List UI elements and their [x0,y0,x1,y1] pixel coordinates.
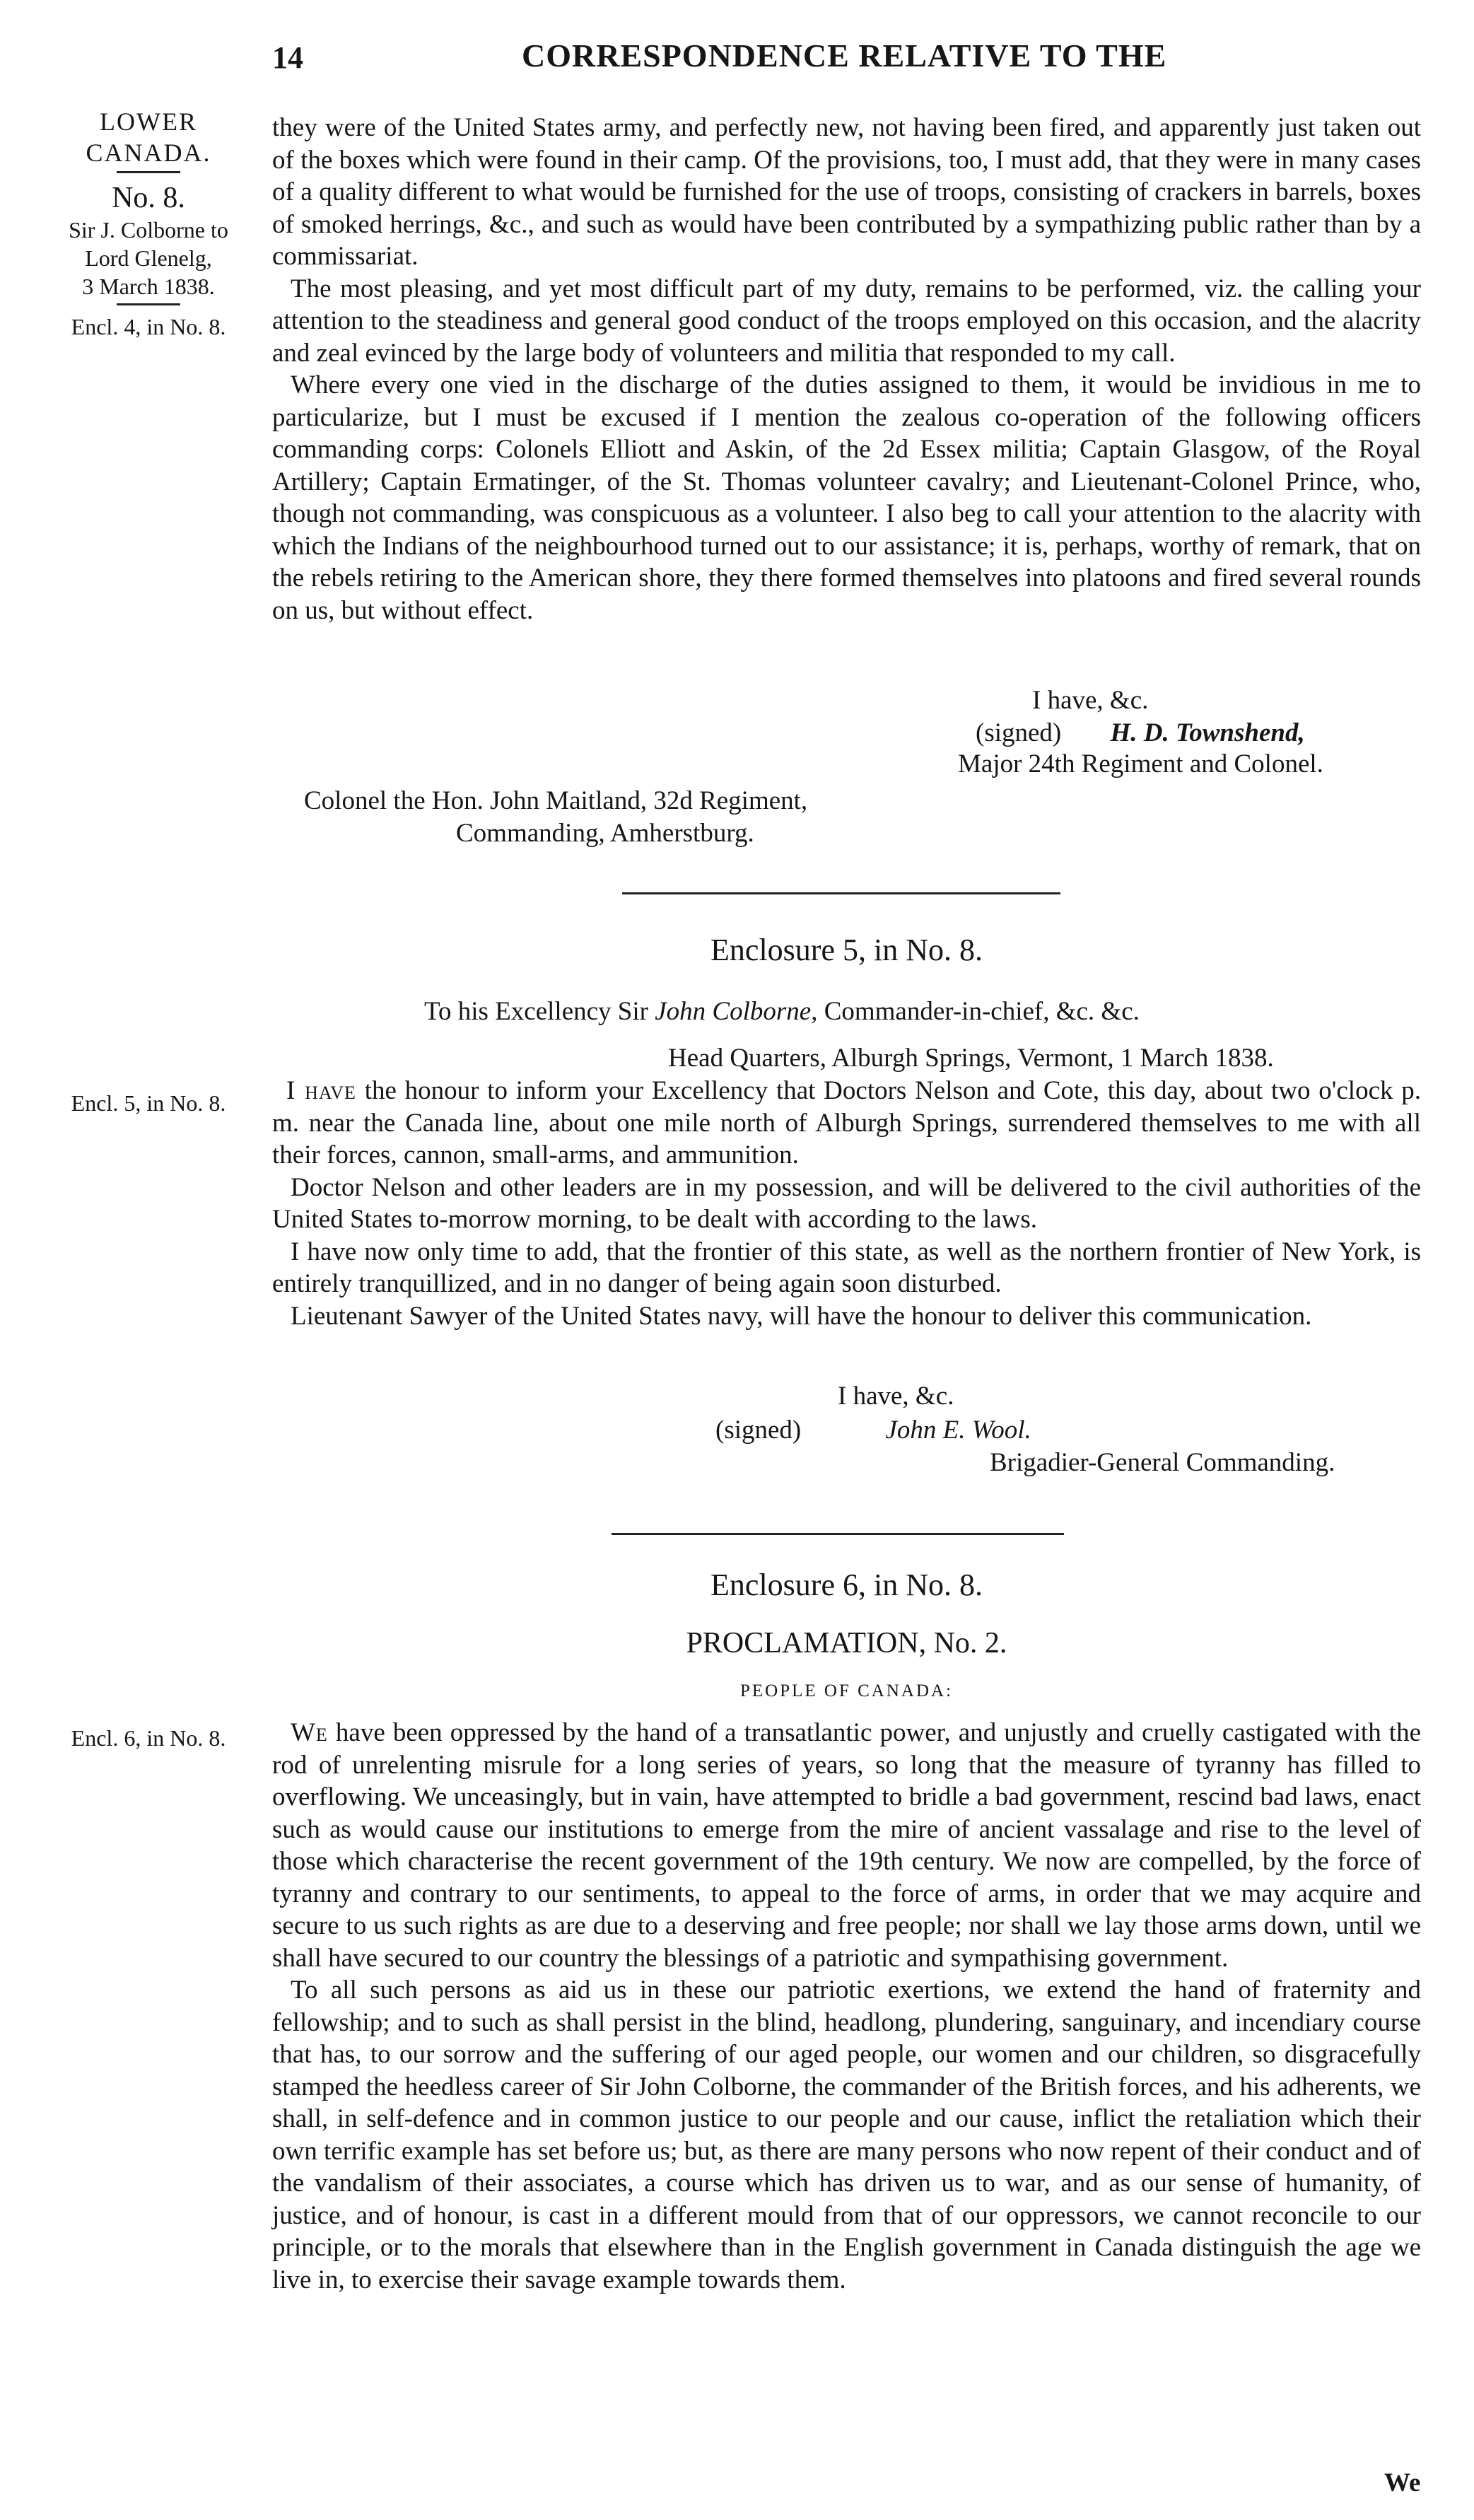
encl4-signature-line [976,717,1305,749]
encl5-to-prefix: To his Excellency Sir [424,997,655,1026]
margin-from-line: Sir J. Colborne to [69,217,228,243]
margin-rule [117,303,180,305]
encl5-paragraph: Doctor Nelson and other leaders are in my possession, and will be delivered to the civil authorities of the United States to-morrow morning, to be dealt with according to the laws. [272,1172,1421,1234]
encl5-to-suffix: Commander-in-chief, &c. &c. [817,997,1140,1026]
margin-to-line: Lord Glenelg, [85,245,212,271]
encl5-paragraph: Lieutenant Sawyer of the United States navy, will have the honour to deliver this communication. [291,1301,1312,1331]
running-title: CORRESPONDENCE RELATIVE TO THE [522,37,1167,74]
encl5-signature-line [715,1414,1031,1447]
margin-encl6-note: Encl. 6, in No. 8. [71,1725,226,1751]
encl6-paragraph-text: have been oppressed by the hand of a transatlantic power, and unjustly and cruelly castigated with the rod of unrelenting misrule for a long series of years, so long that the measure of tyranny has filled to overflowing. We unceasingly, but in vain, have attempted to bridle a bad government, rescind bad laws, enact such as would cause our institutions to emerge from the mire of ancient vassalage and rise to the level of those which characterise the recent government of the 19th century. We now are compelled, by the force of tyranny and contrary to our sentiments, to appeal to the force of arms, in order that we may acquire and secure to us such rights as are due to a deserving and free people; nor shall we lay those arms down, until we shall have secured to our country the blessings of a patriotic and sympathising government. [272,1718,1421,1973]
encl5-first-words: I have [286,1076,356,1105]
encl5-paragraph-text: the honour to inform your Excellency that Doctors Nelson and Cote, this day, about two o'clock p. m. near the Canada line, about one mile north of Alburgh Springs, surrendered themselves to me with all their forces, cannon, small-arms, and ammunition. [272,1076,1421,1169]
encl5-dateline: Head Quarters, Alburgh Springs, Vermont, 1 March 1838. [668,1044,1274,1073]
margin-province-line1: LOWER [100,107,197,136]
encl5-heading: Enclosure 5, in No. 8. [710,933,983,967]
encl4-signer-title: Major 24th Regiment and Colonel. [958,749,1323,778]
page-number: 14 [272,40,303,75]
encl5-signer: John E. Wool. [885,1416,1031,1445]
encl5-to-name: John Colborne, [655,997,818,1026]
margin-dispatch-number: No. 8. [112,182,185,214]
encl4-closing: I have, &c. [1032,686,1149,715]
encl4-address-line2: Commanding, Amherstburg. [456,819,754,848]
encl5-closing: I have, &c. [838,1382,954,1411]
encl4-paragraph: they were of the United States army, and perfectly new, not having been fired, and apparently just taken out of the boxes which were found in their camp. Of the provisions, too, I must add, that they were in many cases of a quality different to what would be furnished for the use of troops, consisting of crackers in barrels, boxes of smoked herrings, &c., and such as would have been contributed by a sympathizing public rather than by a commissariat. [272,113,1421,271]
encl4-signer: H. D. Townshend, [1110,718,1305,747]
page-header [0,34,1474,83]
margin-rule [117,171,180,173]
encl5-addressee [424,996,1140,1028]
encl6-paragraph [272,1717,1421,1974]
encl6-salutation: PEOPLE OF CANADA: [739,1681,954,1701]
encl4-paragraph: Where every one vied in the discharge of the duties assigned to them, it would be invidious in me to particularize, but I must be excused if I mention the zealous co-operation of the following officers commanding corps: Colonels Elliott and Askin, of the 2d Essex militia; Captain Glasgow, of the Royal Artillery; Captain Ermatinger, of the St. Thomas volunteer cavalry; and Lieutenant-Colonel Prince, who, though not commanding, was conspicuous as a volunteer. I also beg to call your attention to the alacrity with which the Indians of the neighbourhood turned out to our assistance; it is, perhaps, worthy of remark, that on the rebels retiring to the American shore, they there formed themselves into platoons and fired several rounds on us, but without effect. [272,371,1421,625]
margin-date-line: 3 March 1838. [82,274,215,299]
encl6-heading: Enclosure 6, in No. 8. [710,1568,983,1602]
encl4-signed-label: (signed) [976,718,1062,747]
encl5-paragraph [272,1075,1421,1172]
margin-encl4-note: Encl. 4, in No. 8. [71,314,226,339]
encl5-body [272,1075,1421,1332]
encl6-first-word: We [291,1718,328,1747]
encl6-paragraph: To all such persons as aid us in these our patriotic exertions, we extend the hand of fraternity and fellowship; and to such as shall persist in the blind, headlong, plundering, sanguinary, and incendiary course that has, to our sorrow and the suffering of our aged people, our women and our children, so disgracefully stamped the heedless career of Sir John Colborne, the commander of the British forces, and his adherents, we shall, in self-defence and in common justice to our people and our cause, inflict the retaliation which their own terrific example has set before us; but, as there are many persons who now repent of their conduct and of the vandalism of their associates, a course which has driven us to war, and as our sense of humanity, of justice, and of honour, is cast in a different mould from that of our oppressors, we cannot reconcile to our principle, or to the morals that elsewhere than in the English government in Canada distinguish the age we live in, to exercise their savage example towards them. [272,1976,1421,2294]
encl4-paragraph: The most pleasing, and yet most difficult part of my duty, remains to be performed, viz. the calling your attention to the steadiness and general good conduct of the troops employed on this occasion, and the alacrity and zeal evinced by the large body of volunteers and militia that responded to my call. [272,274,1421,368]
encl5-paragraph: I have now only time to add, that the frontier of this state, as well as the northern frontier of New York, is entirely tranquillized, and in no danger of being again soon disturbed. [272,1237,1421,1298]
encl6-proclamation-title: PROCLAMATION, No. 2. [686,1627,1007,1659]
encl5-signer-title: Brigadier-General Commanding. [990,1448,1335,1477]
section-divider [612,1533,1064,1535]
encl5-signed-label: (signed) [715,1416,802,1445]
margin-encl5-note: Encl. 5, in No. 8. [71,1090,226,1116]
margin-dispatch-note [28,106,269,341]
margin-province-line2: CANADA. [86,139,211,167]
encl4-body [272,112,1421,626]
section-divider [622,892,1060,894]
encl6-body [272,1717,1421,2296]
encl4-address-line1: Colonel the Hon. John Maitland, 32d Regiment, [304,786,808,815]
catchword: We [1384,2468,1421,2497]
